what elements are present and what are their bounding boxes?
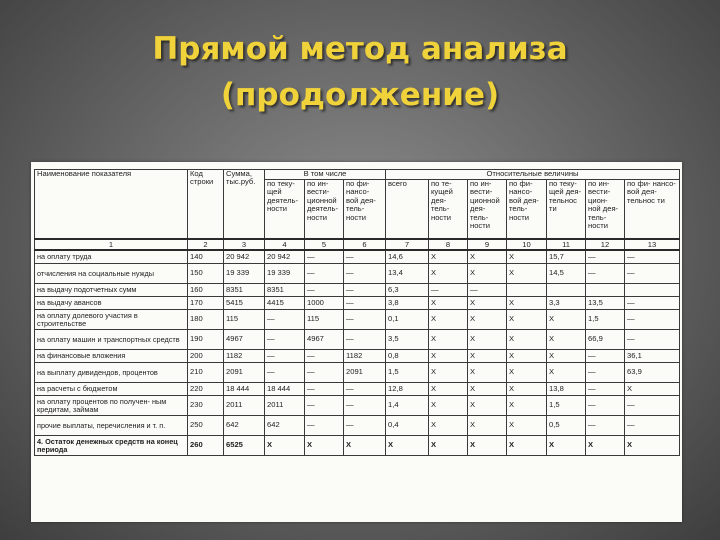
table-cell: X bbox=[429, 250, 468, 264]
table-cell: X bbox=[468, 310, 507, 330]
table-row bbox=[35, 350, 680, 363]
table-cell: — bbox=[586, 363, 625, 383]
table-cell: — bbox=[625, 310, 680, 330]
header-name: Наименование показателя bbox=[35, 170, 188, 240]
table-cell: — bbox=[586, 396, 625, 416]
table-cell: 63,9 bbox=[625, 363, 680, 383]
table-cell: X bbox=[429, 310, 468, 330]
slide-title bbox=[0, 26, 720, 118]
table-cell: 36,1 bbox=[625, 350, 680, 363]
table-cell: 140 bbox=[188, 250, 224, 264]
table-cell: 19 339 bbox=[224, 264, 265, 284]
table-cell: 1,5 bbox=[547, 396, 586, 416]
header-sub-5: по те- кущей дея- тель- ности bbox=[429, 180, 468, 240]
table-row bbox=[35, 284, 680, 297]
header-sub-6: по ин- вести- ционной дея- тель- ности bbox=[468, 180, 507, 240]
table-cell: — bbox=[344, 310, 386, 330]
table-cell bbox=[625, 284, 680, 297]
table-cell: X bbox=[305, 436, 344, 456]
table-cell: 1,5 bbox=[386, 363, 429, 383]
table-cell: X bbox=[468, 396, 507, 416]
table-cell: 18 444 bbox=[265, 383, 305, 396]
table-row bbox=[35, 310, 680, 330]
table-cell: 0,8 bbox=[386, 350, 429, 363]
header-sum: Сумма, тыс.руб. bbox=[224, 170, 265, 240]
table-cell: X bbox=[468, 436, 507, 456]
table-cell: X bbox=[429, 396, 468, 416]
table-cell: — bbox=[305, 363, 344, 383]
table-cell: — bbox=[586, 416, 625, 436]
table-cell: — bbox=[344, 264, 386, 284]
table-cell: X bbox=[468, 330, 507, 350]
table-cell: X bbox=[468, 416, 507, 436]
table-cell: — bbox=[344, 396, 386, 416]
table-cell: — bbox=[625, 396, 680, 416]
table-cell: X bbox=[265, 436, 305, 456]
table-cell: X bbox=[468, 350, 507, 363]
table-cell: — bbox=[265, 330, 305, 350]
table-cell: 1182 bbox=[344, 350, 386, 363]
header-relative: Относительные величины bbox=[386, 170, 680, 180]
header-sub-4: всего bbox=[386, 180, 429, 240]
table-row bbox=[35, 383, 680, 396]
table-cell: 2091 bbox=[344, 363, 386, 383]
table-cell: X bbox=[507, 383, 547, 396]
table-cell: — bbox=[344, 330, 386, 350]
table-cell: 2011 bbox=[224, 396, 265, 416]
table-cell: — bbox=[265, 363, 305, 383]
table-cell: 20 942 bbox=[224, 250, 265, 264]
table-cell bbox=[586, 284, 625, 297]
header-including: В том числе bbox=[265, 170, 386, 180]
table-cell: X bbox=[507, 363, 547, 383]
table-cell: 13,4 bbox=[386, 264, 429, 284]
table-cell: — bbox=[344, 383, 386, 396]
column-number-10: 10 bbox=[507, 239, 547, 250]
table-cell: 642 bbox=[224, 416, 265, 436]
table-cell: — bbox=[586, 264, 625, 284]
table-cell: 20 942 bbox=[265, 250, 305, 264]
table-cell: — bbox=[344, 297, 386, 310]
table-cell: X bbox=[344, 436, 386, 456]
table-cell: X bbox=[547, 330, 586, 350]
table-cell: — bbox=[305, 350, 344, 363]
table-row bbox=[35, 436, 680, 456]
column-number-2: 2 bbox=[188, 239, 224, 250]
table-cell: 6525 bbox=[224, 436, 265, 456]
table-cell: X bbox=[507, 396, 547, 416]
table-scan bbox=[31, 162, 682, 522]
table-cell: X bbox=[507, 310, 547, 330]
table-cell: X bbox=[468, 363, 507, 383]
table-cell: 115 bbox=[224, 310, 265, 330]
table-cell: 2011 bbox=[265, 396, 305, 416]
table-cell: — bbox=[305, 383, 344, 396]
table-cell: — bbox=[305, 264, 344, 284]
table-cell: 642 bbox=[265, 416, 305, 436]
column-number-3: 3 bbox=[224, 239, 265, 250]
table-row bbox=[35, 330, 680, 350]
table-cell: 190 bbox=[188, 330, 224, 350]
row-label: на оплату процентов по получен- ным кредитам, займам bbox=[35, 396, 188, 416]
table-cell: 14,5 bbox=[547, 264, 586, 284]
row-label: на выдачу подотчетных сумм bbox=[35, 284, 188, 297]
header-sub-2: по ин- вести- ционной деятель- ности bbox=[305, 180, 344, 240]
table-cell: 0,5 bbox=[547, 416, 586, 436]
table-cell: X bbox=[429, 436, 468, 456]
table-cell: X bbox=[468, 383, 507, 396]
table-cell bbox=[547, 284, 586, 297]
table-cell: 200 bbox=[188, 350, 224, 363]
table-cell: 1,4 bbox=[386, 396, 429, 416]
table-cell: X bbox=[429, 363, 468, 383]
table-cell: 4967 bbox=[224, 330, 265, 350]
table-cell: 0,1 bbox=[386, 310, 429, 330]
table-cell: X bbox=[507, 330, 547, 350]
row-label: на оплату машин и транспортных средств bbox=[35, 330, 188, 350]
column-number-6: 6 bbox=[344, 239, 386, 250]
table-cell: 6,3 bbox=[386, 284, 429, 297]
table-cell: — bbox=[305, 284, 344, 297]
row-label: на выдачу авансов bbox=[35, 297, 188, 310]
table-cell: — bbox=[265, 350, 305, 363]
row-label: отчисления на социальные нужды bbox=[35, 264, 188, 284]
table-cell: X bbox=[507, 436, 547, 456]
table-cell: X bbox=[468, 264, 507, 284]
header-sub-7: по фи- нансо- вой дея- тель- ности bbox=[507, 180, 547, 240]
table-cell: X bbox=[429, 264, 468, 284]
column-number-5: 5 bbox=[305, 239, 344, 250]
table-cell: 8351 bbox=[224, 284, 265, 297]
table-cell: 180 bbox=[188, 310, 224, 330]
table-cell: X bbox=[429, 297, 468, 310]
table-cell: — bbox=[344, 284, 386, 297]
table-cell: 18 444 bbox=[224, 383, 265, 396]
table-cell: X bbox=[468, 297, 507, 310]
table-cell: 0,4 bbox=[386, 416, 429, 436]
table-cell: X bbox=[507, 250, 547, 264]
table-cell: 66,9 bbox=[586, 330, 625, 350]
table-cell: — bbox=[344, 250, 386, 264]
table-cell: X bbox=[547, 310, 586, 330]
table-cell: 4967 bbox=[305, 330, 344, 350]
header-code: Код строки bbox=[188, 170, 224, 240]
table-row bbox=[35, 396, 680, 416]
table-cell: — bbox=[625, 264, 680, 284]
column-number-12: 12 bbox=[586, 239, 625, 250]
table-cell: 250 bbox=[188, 416, 224, 436]
row-label: прочие выплаты, перечисления и т. п. bbox=[35, 416, 188, 436]
table-cell: 1182 bbox=[224, 350, 265, 363]
header-sub-9: по ин- вести- цион- ной дея- тель- ности bbox=[586, 180, 625, 240]
table-cell: 170 bbox=[188, 297, 224, 310]
header-sub-8: по теку- щей дея- тельнос ти bbox=[547, 180, 586, 240]
table-cell: — bbox=[625, 416, 680, 436]
table-cell: X bbox=[507, 350, 547, 363]
table-row bbox=[35, 416, 680, 436]
table-cell: X bbox=[429, 383, 468, 396]
table-cell: 220 bbox=[188, 383, 224, 396]
slide-title-line-1: Прямой метод анализа bbox=[152, 31, 568, 67]
table-cell: X bbox=[625, 436, 680, 456]
table-cell: 230 bbox=[188, 396, 224, 416]
table-cell: 8351 bbox=[265, 284, 305, 297]
table-cell: 13,8 bbox=[547, 383, 586, 396]
table-cell: 13,5 bbox=[586, 297, 625, 310]
table-cell: 1,5 bbox=[586, 310, 625, 330]
row-label: на финансовые вложения bbox=[35, 350, 188, 363]
table-cell: X bbox=[507, 416, 547, 436]
table-cell: — bbox=[305, 416, 344, 436]
table-cell: X bbox=[507, 264, 547, 284]
table-cell: X bbox=[547, 436, 586, 456]
table-cell: X bbox=[507, 297, 547, 310]
table-cell: — bbox=[586, 250, 625, 264]
table-cell bbox=[507, 284, 547, 297]
table-cell: — bbox=[265, 310, 305, 330]
table-cell: 4415 bbox=[265, 297, 305, 310]
header-sub-1: по теку- щей деятель- ности bbox=[265, 180, 305, 240]
header-sub-10: по фи- нансо- вой дея- тельнос ти bbox=[625, 180, 680, 240]
table-cell: 12,8 bbox=[386, 383, 429, 396]
table-row bbox=[35, 264, 680, 284]
table-cell: — bbox=[305, 396, 344, 416]
table-row bbox=[35, 250, 680, 264]
table-cell: 210 bbox=[188, 363, 224, 383]
column-number-13: 13 bbox=[625, 239, 680, 250]
cash-flow-table bbox=[34, 169, 680, 456]
table-cell: 19 339 bbox=[265, 264, 305, 284]
table-cell: — bbox=[625, 297, 680, 310]
table-cell: — bbox=[429, 284, 468, 297]
table-cell: 14,6 bbox=[386, 250, 429, 264]
table-cell: — bbox=[344, 416, 386, 436]
slide-title-line-2: (продолжение) bbox=[220, 77, 500, 113]
table-row bbox=[35, 297, 680, 310]
table-cell: 160 bbox=[188, 284, 224, 297]
table-cell: — bbox=[586, 350, 625, 363]
table-cell: X bbox=[586, 436, 625, 456]
column-number-11: 11 bbox=[547, 239, 586, 250]
table-cell: 3,8 bbox=[386, 297, 429, 310]
table-cell: X bbox=[547, 363, 586, 383]
row-label: на оплату труда bbox=[35, 250, 188, 264]
table-cell: 3,3 bbox=[547, 297, 586, 310]
row-label: 4. Остаток денежных средств на конец периода bbox=[35, 436, 188, 456]
table-cell: X bbox=[625, 383, 680, 396]
table-cell: 5415 bbox=[224, 297, 265, 310]
table-cell: — bbox=[586, 383, 625, 396]
table-row bbox=[35, 363, 680, 383]
header-sub-3: по фи- нансо- вой дея- тель- ности bbox=[344, 180, 386, 240]
table-cell: 115 bbox=[305, 310, 344, 330]
table-cell: — bbox=[625, 250, 680, 264]
column-number-9: 9 bbox=[468, 239, 507, 250]
table-cell: 3,5 bbox=[386, 330, 429, 350]
table-cell: 260 bbox=[188, 436, 224, 456]
table-cell: 150 bbox=[188, 264, 224, 284]
table-cell: X bbox=[386, 436, 429, 456]
table-cell: 15,7 bbox=[547, 250, 586, 264]
table-cell: — bbox=[305, 250, 344, 264]
column-number-4: 4 bbox=[265, 239, 305, 250]
table-cell: X bbox=[468, 250, 507, 264]
table-cell: 1000 bbox=[305, 297, 344, 310]
table-cell: X bbox=[429, 330, 468, 350]
row-label: на расчеты с бюджетом bbox=[35, 383, 188, 396]
table-cell: 2091 bbox=[224, 363, 265, 383]
row-label: на оплату долевого участия в строительстве bbox=[35, 310, 188, 330]
table-cell: X bbox=[429, 350, 468, 363]
column-number-7: 7 bbox=[386, 239, 429, 250]
table-cell: — bbox=[468, 284, 507, 297]
row-label: на выплату дивидендов, процентов bbox=[35, 363, 188, 383]
column-number-8: 8 bbox=[429, 239, 468, 250]
table-cell: — bbox=[625, 330, 680, 350]
column-number-1: 1 bbox=[35, 239, 188, 250]
table-cell: X bbox=[429, 416, 468, 436]
table-cell: X bbox=[547, 350, 586, 363]
